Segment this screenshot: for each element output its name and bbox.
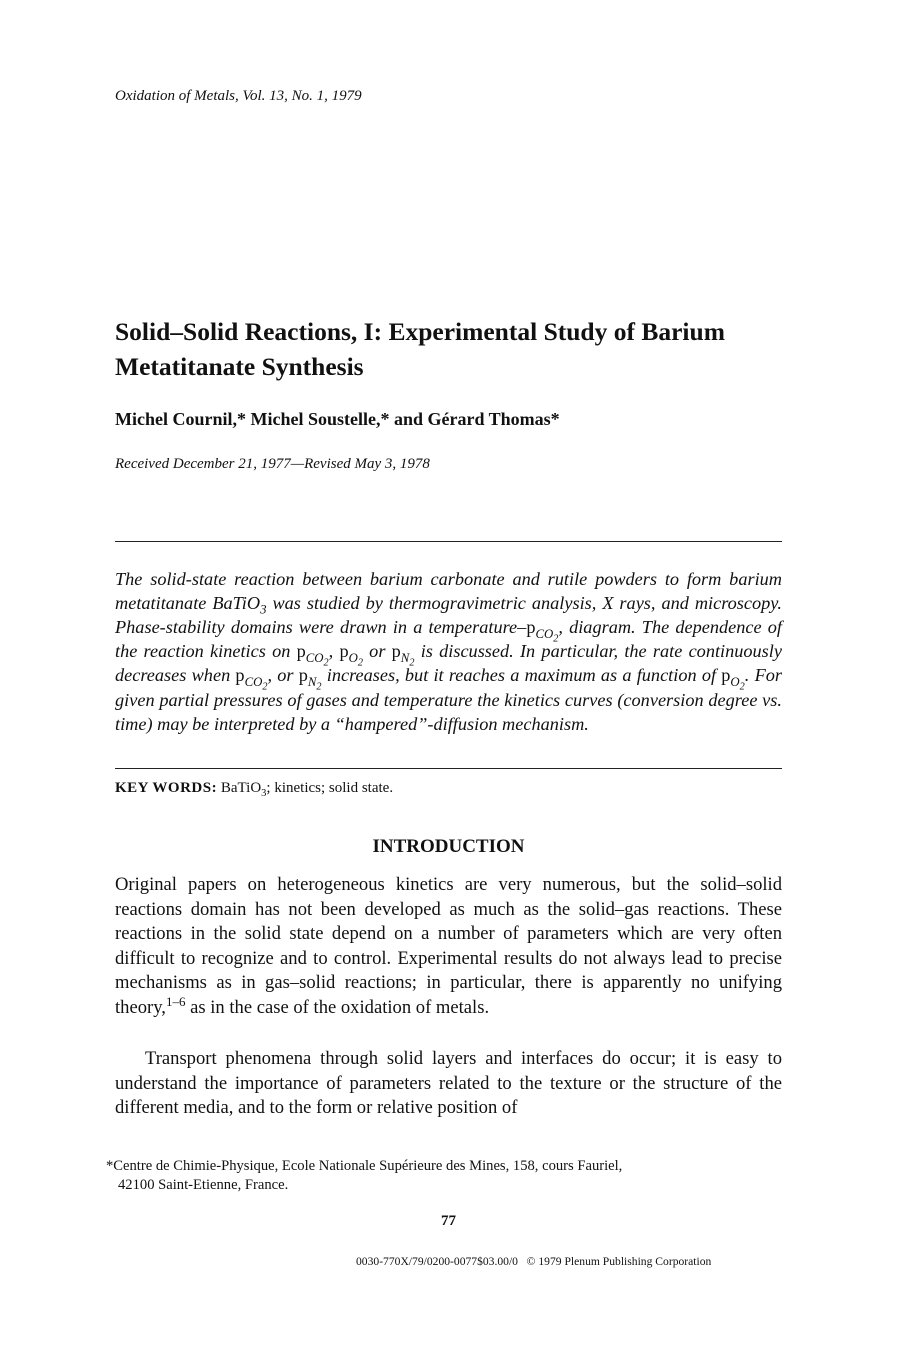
abstract: The solid-state reaction between barium carbonate and rutile powders to form barium metatitanate BaTiO$_3$ was studied by thermogravimetric analysis, X rays, and microscopy. Phase-stability domains were drawn in a temperature–$p_{CO_2}$, diagram. The dependence of the reaction kinetics on $p_{CO_2}$, $p_{O_2}$ or $p_{N_2}$ is discussed. In particular, the rate continuously decreases when $p_{CO_2}$, or $p_{N_2}$ increases, but it reaches a maximum as a function of $p_{O_2}$. For given partial pressures of gases and temperature the kinetics curves (conversion degree vs. time) may be interpreted by a “hampered”-diffusion mechanism. <box>115 569 783 734</box>
footnote-line-1: *Centre de Chimie-Physique, Ecole Nationale Supérieure des Mines, 158, cours Fauriel, <box>106 1158 623 1174</box>
copyright-line: 0030-770X/79/0200-0077$03.00/0 © 1979 Plenum Publishing Corporation <box>356 1255 712 1268</box>
body-paragraph-2: Transport phenomena through solid layers and interfaces do occur; it is easy to understand the importance of parameters related to the texture or the structure of the different media, and to the form or relative position of <box>115 1048 782 1118</box>
section-heading-introduction: INTRODUCTION <box>372 836 525 857</box>
article-title: Solid–Solid Reactions, I: Experimental Study of Barium Metatitanate Synthesis <box>115 317 725 381</box>
citation-superscript: 1–6 <box>165 993 186 1009</box>
footnote-line-2: 42100 Saint-Etienne, France. <box>118 1177 289 1193</box>
keywords-label: KEY WORDS: <box>115 780 218 796</box>
abstract-top-rule <box>115 541 782 542</box>
body-paragraph-1: Original papers on heterogeneous kinetics are very numerous, but the solid–solid reactions domain has not been developed as much as the solid–gas reactions. These reactions in the solid state depend on a number of parameters which are very often difficult to recognize and to control. Experimental results do not always lead to precise mechanisms as in gas–solid reactions; in particular, there is apparently no unifying theory,$^{1-6}$ as in the case of the oxidation of metals. <box>115 874 782 1018</box>
affiliation-footnote <box>106 1157 782 1195</box>
keywords: KEY WORDS: BaTiO$_3$; kinetics; solid state. <box>115 780 394 799</box>
page-number: 77 <box>441 1213 456 1229</box>
received-dates: Received December 21, 1977—Revised May 3, 1978 <box>115 456 430 472</box>
journal-citation: Oxidation of Metals, Vol. 13, No. 1, 1979 <box>115 88 362 104</box>
author-list: Michel Cournil,* Michel Soustelle,* and Gérard Thomas* <box>115 409 560 429</box>
abstract-bottom-rule <box>115 768 782 769</box>
